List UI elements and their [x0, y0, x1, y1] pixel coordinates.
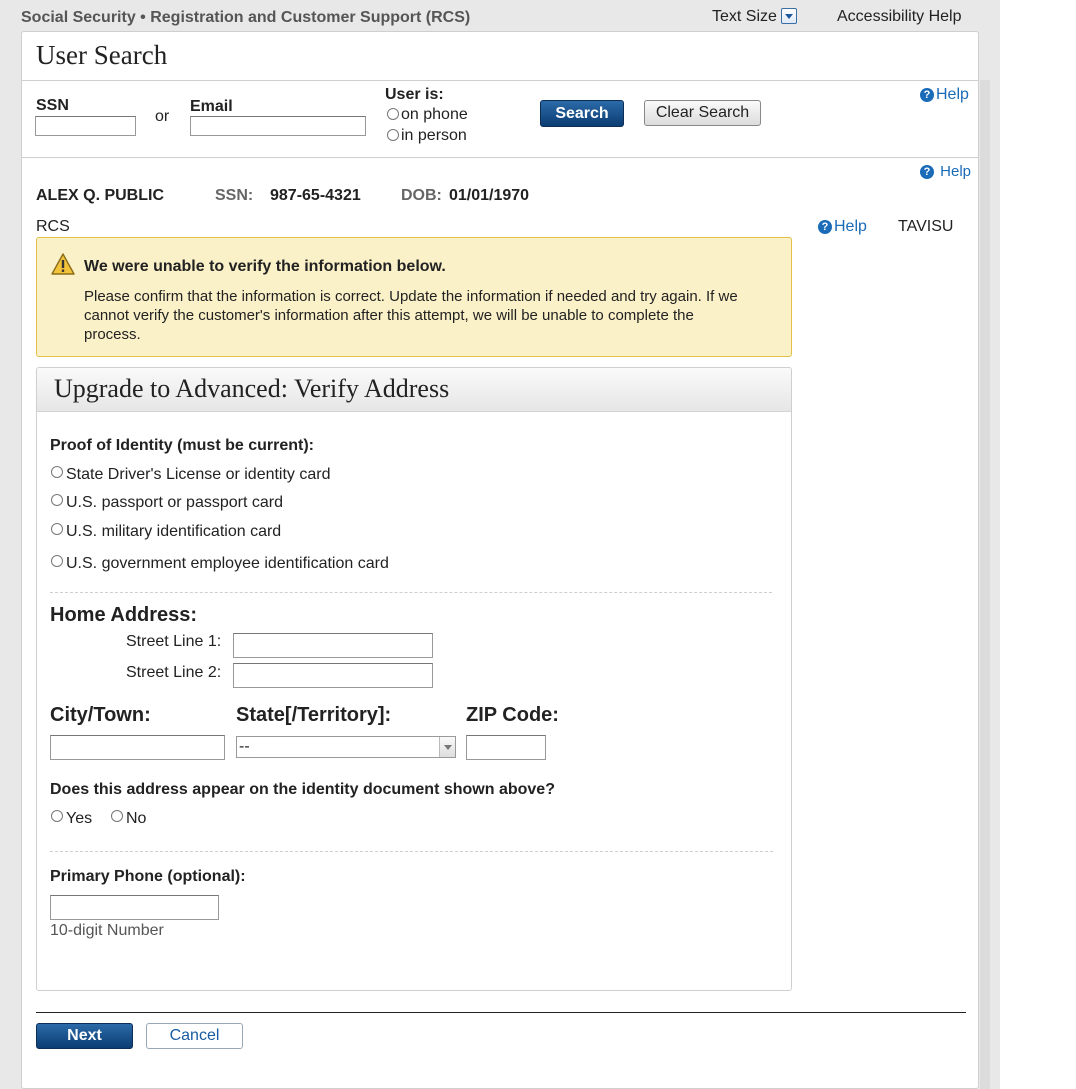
divider [22, 157, 978, 158]
top-bar [0, 0, 1000, 32]
ssn-label: SSN [36, 97, 69, 114]
street-line-1-label: Street Line 1: [126, 633, 222, 650]
rcs-label: RCS [36, 218, 70, 235]
proof-option-label: U.S. government employee identification card [66, 555, 389, 572]
divider [50, 851, 773, 852]
state-select[interactable] [236, 736, 456, 758]
help-label: Help [936, 86, 969, 103]
proof-option-label: U.S. passport or passport card [66, 494, 283, 511]
address-yes-radio[interactable] [51, 810, 63, 822]
warning-icon [51, 253, 75, 275]
proof-option-radio[interactable] [51, 555, 63, 567]
address-yes-label: Yes [66, 810, 93, 827]
alert-title: We were unable to verify the information below. [84, 258, 446, 275]
city-input[interactable] [50, 735, 225, 760]
zip-label: ZIP Code: [466, 704, 559, 726]
state-selected-value: -- [239, 738, 250, 755]
proof-of-identity-label: Proof of Identity (must be current): [50, 437, 314, 454]
site-brand: Social Security • Registration and Customer Support (RCS) [21, 9, 471, 26]
or-label: or [155, 108, 170, 125]
search-help-link[interactable] [920, 86, 969, 104]
ssn-field-label: SSN: [215, 187, 254, 204]
clear-search-button[interactable]: Clear Search [644, 100, 761, 126]
chevron-down-icon [439, 737, 455, 757]
help-label: Help [834, 218, 867, 235]
address-question: Does this address appear on the identity document shown above? [50, 781, 555, 798]
verification-alert [36, 237, 792, 357]
search-button[interactable]: Search [540, 100, 624, 127]
next-button[interactable]: Next [36, 1023, 133, 1049]
zip-input[interactable] [466, 735, 546, 760]
divider [36, 1012, 966, 1013]
street-line-1-input[interactable] [233, 633, 433, 658]
in-person-radio[interactable] [387, 129, 399, 141]
dob-value: 01/01/1970 [449, 187, 530, 204]
main-panel [21, 31, 979, 1089]
cancel-button[interactable]: Cancel [146, 1023, 243, 1049]
in-person-label: in person [401, 127, 467, 144]
primary-phone-label: Primary Phone (optional): [50, 868, 246, 885]
email-search-input[interactable] [190, 116, 366, 136]
street-line-2-label: Street Line 2: [126, 664, 222, 681]
ssn-search-input[interactable] [35, 116, 136, 136]
help-icon: ? [818, 220, 832, 234]
home-address-heading: Home Address: [50, 604, 198, 626]
text-size-dropdown-icon[interactable] [781, 8, 797, 24]
help-label: Help [940, 163, 972, 180]
ssn-value: 987-65-4321 [270, 187, 361, 204]
email-label: Email [190, 98, 233, 115]
form-title: Upgrade to Advanced: Verify Address [54, 374, 450, 403]
page-title: User Search [36, 40, 168, 70]
verify-address-form [36, 367, 792, 991]
proof-option-label: State Driver's License or identity card [66, 466, 331, 483]
help-icon: ? [920, 88, 934, 102]
accessibility-help-link[interactable]: Accessibility Help [837, 8, 962, 25]
form-header [37, 368, 791, 412]
text-size-label[interactable]: Text Size [712, 8, 777, 25]
alert-message: Please confirm that the information is correct. Update the information if needed and try again. If we cannot verify the customer's information after this attempt, we will be unable to complete the process. [84, 288, 738, 343]
dob-field-label: DOB: [401, 187, 442, 204]
user-is-label: User is: [385, 86, 444, 103]
phone-hint: 10-digit Number [50, 922, 164, 939]
proof-option-radio[interactable] [51, 466, 63, 478]
help-icon: ? [920, 165, 934, 179]
street-line-2-input[interactable] [233, 663, 433, 688]
panel-shadow [980, 80, 990, 1089]
form-help-link[interactable] [818, 218, 867, 236]
divider [22, 80, 978, 81]
proof-option-radio[interactable] [51, 494, 63, 506]
address-no-label: No [126, 810, 147, 827]
on-phone-radio[interactable] [387, 108, 399, 120]
proof-option-label: U.S. military identification card [66, 523, 282, 540]
proof-option-radio[interactable] [51, 523, 63, 535]
on-phone-label: on phone [401, 106, 468, 123]
address-no-radio[interactable] [111, 810, 123, 822]
context-code: TAVISU [898, 218, 954, 235]
customer-name: ALEX Q. PUBLIC [36, 187, 165, 204]
state-label: State[/Territory]: [236, 704, 392, 726]
divider [50, 592, 772, 593]
customer-help-link[interactable] [920, 163, 971, 180]
primary-phone-input[interactable] [50, 895, 219, 920]
city-label: City/Town: [50, 704, 151, 726]
